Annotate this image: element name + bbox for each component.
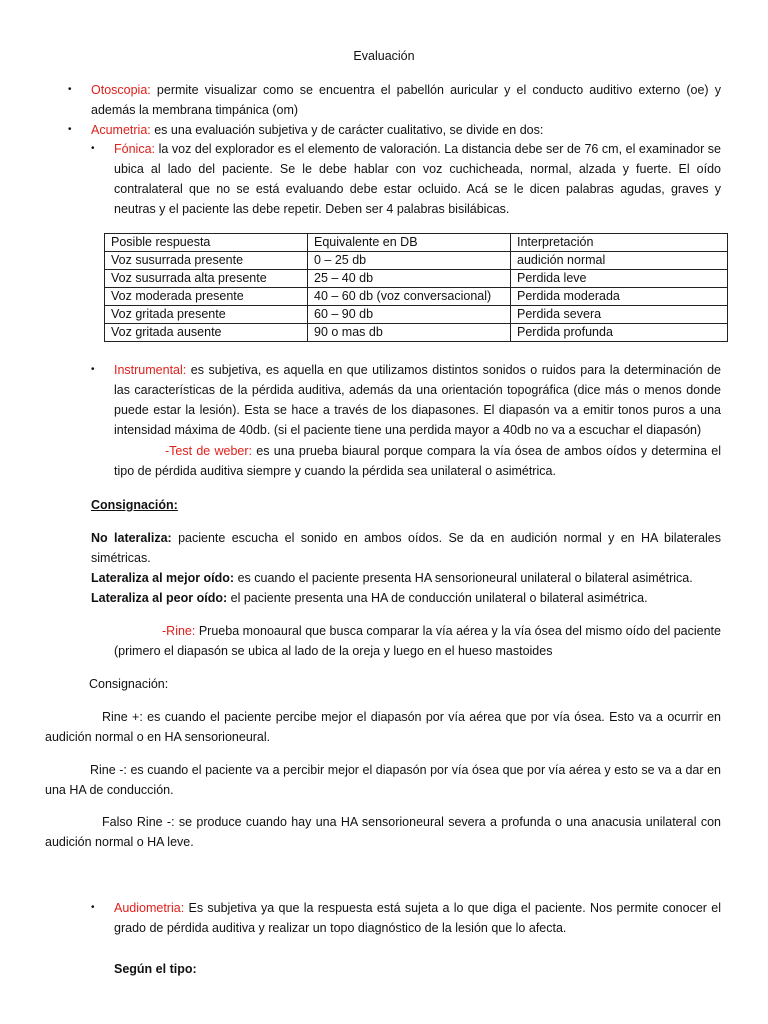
page-title: Evaluación: [353, 49, 415, 63]
audiometria-paragraph: [114, 898, 721, 938]
table-row: [105, 324, 728, 342]
rine-positive-paragraph: Rine +: es cuando el paciente percibe mejor el diapasón por vía aérea que por vía ósea. Esto va a ocurrir en audición normal o en HA sensorioneural.: [45, 710, 721, 744]
audiometria-text: Es subjetiva ya que la respuesta está sujeta a lo que diga el paciente. Nos permite conocer el grado de pérdida auditiva y realizar un topo diagnóstico de la lesión que lo afecta.: [114, 901, 721, 935]
table-header-row: [105, 234, 728, 252]
weber-label: -Test de weber:: [165, 444, 253, 458]
table-cell: Perdida severa: [511, 306, 728, 324]
bullet-icon: •: [68, 124, 72, 135]
lateraliza-peor-label: Lateraliza al peor oído:: [91, 591, 228, 605]
lateraliza-mejor-label: Lateraliza al mejor oído:: [91, 571, 235, 585]
table-header-cell: Posible respuesta: [105, 234, 308, 252]
instrumental-text: es subjetiva, es aquella en que utilizamos distintos sonidos o ruidos para la determinación de las características de la pérdida auditiva, además da una orientación topográfica (dice más o menos donde puede estar la lesión). Esta se hace a través de los diapasones. El diapasón va a emitir tonos puros a una intensidad máxima de 40db. (si el paciente tiene una perdida mayor a 40db no va a escuchar el diapasón): [114, 363, 721, 437]
bullet-icon: •: [91, 143, 95, 154]
table-cell: Voz moderada presente: [105, 288, 308, 306]
table-header-cell: Interpretación: [511, 234, 728, 252]
lateraliza-peor-paragraph: [91, 588, 721, 608]
acumetria-text: es una evaluación subjetiva y de carácter cualitativo, se divide en dos:: [154, 123, 544, 137]
otoscopia-text: permite visualizar como se encuentra el pabellón auricular y el conducto auditivo externo (oe) y además la membrana timpánica (om): [91, 83, 721, 117]
no-lateraliza-paragraph: [91, 528, 721, 568]
instrumental-paragraph: [114, 360, 721, 440]
table-cell: Perdida leve: [511, 270, 728, 288]
fonica-label: Fónica:: [114, 142, 155, 156]
lateraliza-peor-text: el paciente presenta una HA de conducción unilateral o bilateral asimétrica.: [230, 591, 648, 605]
table-cell: 25 – 40 db: [308, 270, 511, 288]
bullet-icon: •: [91, 364, 95, 375]
fonica-paragraph: [114, 139, 721, 219]
table-row: [105, 270, 728, 288]
table-row: [105, 252, 728, 270]
no-lateraliza-label: No lateraliza:: [91, 531, 172, 545]
rine-paragraph: [114, 621, 721, 661]
table-row: [105, 306, 728, 324]
table-header-cell: Equivalente en DB: [308, 234, 511, 252]
segun-tipo-heading: Según el tipo:: [114, 962, 197, 976]
hearing-table: [104, 233, 728, 342]
acumetria-paragraph: [91, 120, 721, 140]
bullet-icon: •: [91, 902, 95, 913]
weber-paragraph: [114, 441, 721, 481]
table-cell: Voz gritada presente: [105, 306, 308, 324]
lateraliza-mejor-text: es cuando el paciente presenta HA sensorioneural unilateral o bilateral asimétrica.: [237, 571, 693, 585]
table-cell: Voz gritada ausente: [105, 324, 308, 342]
acumetria-label: Acumetria:: [91, 123, 151, 137]
audiometria-label: Audiometria:: [114, 901, 185, 915]
rine-label: -Rine:: [162, 624, 196, 638]
table-cell: 90 o mas db: [308, 324, 511, 342]
fonica-text: la voz del explorador es el elemento de valoración. La distancia debe ser de 76 cm, el examinador se ubica al lado del paciente. Se le debe hablar con voz cuchicheada, normal, alzada y fuerte. El oído contralateral que no se está evaluando debe estar ocluido. Acá se le dicen palabras agudas, graves y neutras y el paciente las debe repetir. Deben ser 4 palabras bisilábicas.: [114, 142, 721, 216]
table-cell: audición normal: [511, 252, 728, 270]
rine-negative-paragraph: Rine -: es cuando el paciente va a percibir mejor el diapasón por vía ósea que por vía aérea y esto se va a dar en una HA de conducción.: [45, 763, 721, 797]
table-cell: 40 – 60 db (voz conversacional): [308, 288, 511, 306]
weber-text: es una prueba biaural porque compara la vía ósea de ambos oídos y determina el tipo de pérdida auditiva siempre y cuando la pérdida sea unilateral o asimétrica.: [114, 444, 721, 478]
otoscopia-paragraph: [91, 80, 721, 120]
table-cell: Perdida profunda: [511, 324, 728, 342]
bullet-icon: •: [68, 84, 72, 95]
consignacion-heading: Consignación:: [91, 498, 178, 512]
instrumental-label: Instrumental:: [114, 363, 187, 377]
otoscopia-label: Otoscopia:: [91, 83, 151, 97]
table-cell: Voz susurrada presente: [105, 252, 308, 270]
falso-rine-paragraph: Falso Rine -: se produce cuando hay una HA sensorioneural severa a profunda o una anacusia unilateral con audición normal o HA leve.: [45, 815, 721, 849]
consignacion-heading-2: Consignación:: [89, 677, 169, 691]
lateraliza-mejor-paragraph: [91, 568, 721, 588]
table-cell: Perdida moderada: [511, 288, 728, 306]
table-cell: Voz susurrada alta presente: [105, 270, 308, 288]
table-row: [105, 288, 728, 306]
rine-text: Prueba monoaural que busca comparar la vía aérea y la vía ósea del mismo oído del paciente (primero el diapasón se ubica al lado de la oreja y luego en el hueso mastoides: [114, 624, 721, 658]
no-lateraliza-text: paciente escucha el sonido en ambos oídos. Se da en audición normal y en HA bilaterales simétricas.: [91, 531, 722, 565]
table-cell: 60 – 90 db: [308, 306, 511, 324]
table-cell: 0 – 25 db: [308, 252, 511, 270]
